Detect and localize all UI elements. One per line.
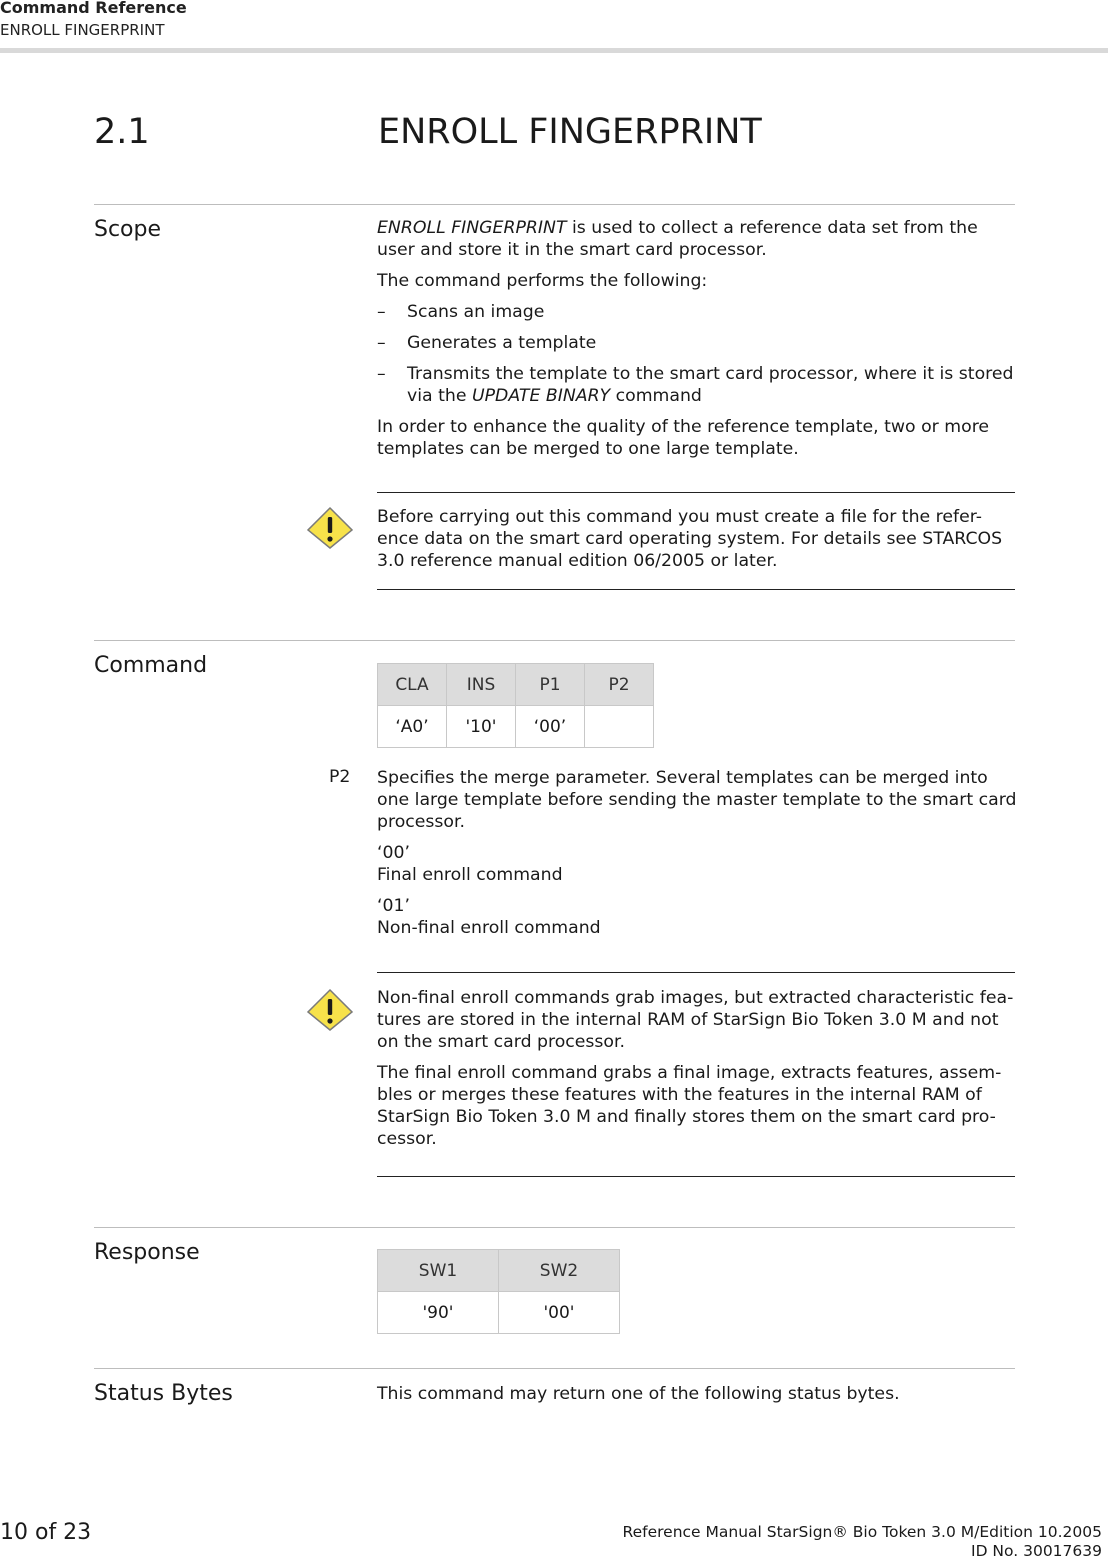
command-label: Command bbox=[94, 653, 208, 678]
list-item bbox=[377, 332, 1017, 354]
response-divider bbox=[94, 1227, 1015, 1228]
scope-performs: The command performs the following: bbox=[377, 271, 708, 291]
footer-info bbox=[623, 1523, 1102, 1561]
running-header-subsection: ENROLL FINGERPRINT bbox=[0, 21, 165, 39]
note-top-rule bbox=[377, 492, 1015, 493]
list-item bbox=[377, 363, 1017, 407]
table-header-cla: CLA bbox=[378, 664, 447, 706]
page-number: 10 of 23 bbox=[0, 1520, 92, 1545]
table-cell-p2 bbox=[585, 706, 654, 748]
p2-option-final bbox=[377, 842, 1017, 886]
dash-marker: – bbox=[377, 333, 386, 353]
p2-parameter-label: P2 bbox=[329, 767, 351, 787]
command-divider bbox=[94, 640, 1015, 641]
status-label: Status Bytes bbox=[94, 1381, 233, 1406]
note-top-rule bbox=[377, 972, 1015, 973]
p2-description: Specifies the merge parameter. Several templates can be merged into one large template before sending the master template to the smart card processor. bbox=[377, 768, 1017, 832]
list-item-text-pre: Transmits the template to the smart card processor, where it is stored via the bbox=[407, 364, 1014, 406]
p2-option-nonfinal bbox=[377, 895, 1017, 939]
status-text: This command may return one of the following status bytes. bbox=[377, 1384, 900, 1404]
section-title: ENROLL FINGERPRINT bbox=[378, 112, 762, 152]
scope-merge: In order to enhance the quality of the reference template, two or more templates can be merged to one large template. bbox=[377, 417, 990, 459]
scope-label: Scope bbox=[94, 217, 162, 242]
table-cell-ins: '10' bbox=[447, 706, 516, 748]
option-code: ‘00’ bbox=[377, 843, 410, 863]
table-cell-cla: ‘A0’ bbox=[378, 706, 447, 748]
header-divider bbox=[0, 48, 1108, 53]
note-bottom-rule bbox=[377, 589, 1015, 590]
table-header-p2: P2 bbox=[585, 664, 654, 706]
footer-id: ID No. 30017639 bbox=[971, 1542, 1102, 1560]
table-header-ins: INS bbox=[447, 664, 516, 706]
list-item-text: Generates a template bbox=[407, 333, 597, 353]
p2-description-block bbox=[377, 767, 1017, 948]
scope-intro bbox=[377, 217, 1017, 261]
command-note bbox=[377, 987, 1017, 1159]
response-table bbox=[377, 1249, 620, 1334]
footer-manual: Reference Manual StarSign® Bio Token 3.0 M/Edition 10.2005 bbox=[622, 1523, 1102, 1541]
table-row bbox=[378, 706, 654, 748]
table-row bbox=[378, 1292, 620, 1334]
response-label: Response bbox=[94, 1240, 200, 1265]
command-note-1: Non-final enroll commands grab images, but extracted characteristic fea-tures are stored in the internal RAM of StarSign Bio Token 3.0 M and not on the smart card processor. bbox=[377, 988, 1014, 1052]
list-item-text bbox=[407, 363, 1017, 407]
table-header-row bbox=[378, 1250, 620, 1292]
option-code: ‘01’ bbox=[377, 896, 410, 916]
dash-marker: – bbox=[377, 364, 386, 384]
section-number: 2.1 bbox=[94, 112, 150, 152]
scope-intro-command: ENROLL FINGERPRINT bbox=[377, 218, 567, 238]
scope-note: Before carrying out this command you must create a file for the refer-ence data on the smart card operating system. For details see STARCOS 3.0 reference manual edition 06/2005 or later. bbox=[377, 507, 1003, 571]
list-item-text-post: command bbox=[610, 386, 702, 406]
table-cell-sw1: '90' bbox=[378, 1292, 499, 1334]
scope-divider bbox=[94, 204, 1015, 205]
scope-body bbox=[377, 217, 1017, 469]
table-header-row bbox=[378, 664, 654, 706]
running-header-section: Command Reference bbox=[0, 0, 187, 17]
option-desc: Final enroll command bbox=[377, 865, 563, 885]
table-header-sw2: SW2 bbox=[499, 1250, 620, 1292]
note-bottom-rule bbox=[377, 1176, 1015, 1177]
command-note-2: The final enroll command grabs a final image, extracts features, assem-bles or merges these features with the features in the internal RAM of StarSign Bio Token 3.0 M and finally stores them on the smart card pro-cessor. bbox=[377, 1063, 1002, 1149]
option-desc: Non-final enroll command bbox=[377, 918, 601, 938]
table-header-p1: P1 bbox=[516, 664, 585, 706]
command-apdu-table bbox=[377, 663, 654, 748]
status-divider bbox=[94, 1368, 1015, 1369]
table-cell-sw2: '00' bbox=[499, 1292, 620, 1334]
table-cell-p1: ‘00’ bbox=[516, 706, 585, 748]
list-item-command: UPDATE BINARY bbox=[471, 386, 611, 406]
dash-marker: – bbox=[377, 302, 386, 322]
scope-intro-text: is used to collect a reference data set from the user and store it in the smart card processor. bbox=[377, 218, 978, 260]
warning-icon bbox=[305, 505, 355, 551]
warning-icon bbox=[305, 987, 355, 1033]
list-item bbox=[377, 301, 1017, 323]
list-item-text: Scans an image bbox=[407, 302, 545, 322]
table-header-sw1: SW1 bbox=[378, 1250, 499, 1292]
